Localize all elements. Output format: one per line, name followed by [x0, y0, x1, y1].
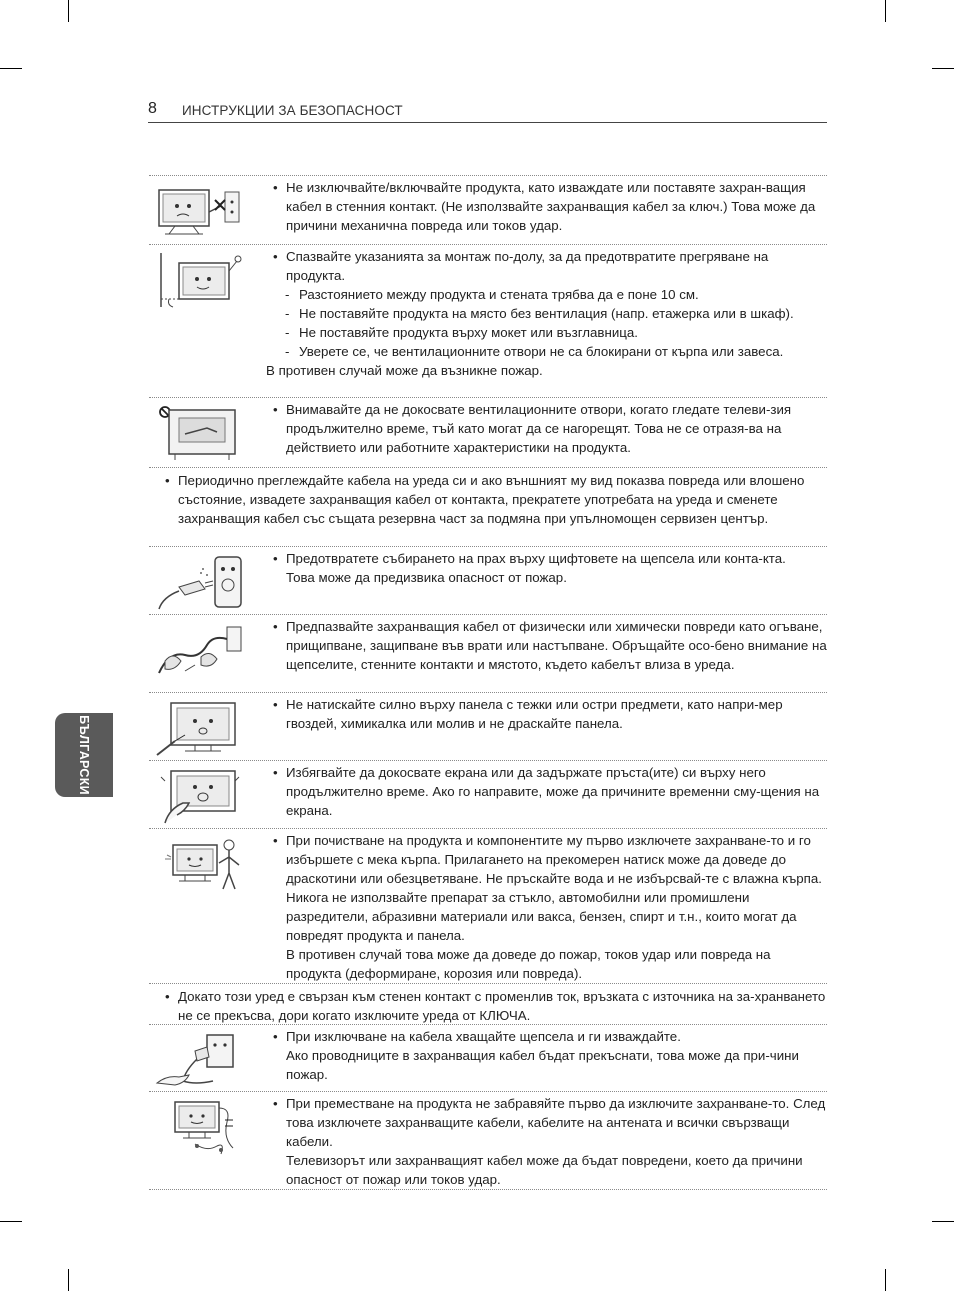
bullet-text: • При преместване на продукта не забравяйте първо да изключите захранване-то. След това изключете захранващите кабели, кабелите на антената и всички свързващи кабели.	[271, 1094, 827, 1151]
bullet-text: • Спазвайте указанията за монтаж по-долу, за да предотвратите прегряване на продукта.	[271, 247, 827, 285]
tv-vent-no-touch-icon	[155, 404, 243, 462]
item-text	[271, 763, 827, 820]
bullet-text: • Предотвратете събирането на прах върху щифтовете на щепсела или конта-кта.	[271, 549, 827, 568]
item-text	[271, 178, 827, 235]
bullet-text: • Предпазвайте захранващия кабел от физически или химически повреди като огъване, прищипване, защипване във врати или настъпване. Обръщайте осо-бено внимание на щепселите, стенните контакти и мястото, където кабелът влиза в уреда.	[271, 617, 827, 674]
item-text	[271, 617, 827, 674]
crop-mark	[885, 1269, 886, 1291]
bullet-text: • При изключване на кабела хващайте щепсела и ги изваждайте.	[271, 1027, 827, 1046]
tv-cleaning-icon	[155, 835, 243, 893]
language-tab	[55, 713, 113, 797]
page-header	[148, 100, 827, 123]
list-item	[149, 828, 827, 983]
item-text	[163, 987, 827, 1025]
crop-mark	[0, 1221, 22, 1222]
continuation-text: Ако проводниците в захранващия кабел бъдат прекъснати, това може да при-чини пожар.	[286, 1048, 799, 1082]
item-text	[271, 549, 827, 587]
crop-mark	[932, 68, 954, 69]
page-title: ИНСТРУКЦИИ ЗА БЕЗОПАСНОСТ	[182, 103, 403, 118]
item-text	[271, 831, 827, 983]
sub-item: - Разстоянието между продукта и стената трябва да е поне 10 см.	[271, 285, 827, 304]
pull-plug-icon	[155, 1031, 243, 1089]
bullet-text: • Не изключвайте/включвайте продукта, като изваждате или поставяте захран-ващия кабел в стенния контакт. (Не използвайте захранващия кабел за ключ.) Това може да причини механична повреда или токов удар.	[271, 178, 827, 235]
list-item	[149, 1091, 827, 1190]
sub-item: - Не поставяйте продукта на място без вентилация (напр. етажерка или в шкаф).	[271, 304, 827, 323]
list-item	[149, 1024, 827, 1091]
list-item	[149, 175, 827, 244]
list-item	[149, 760, 827, 828]
tv-disconnect-cables-icon	[155, 1098, 243, 1156]
dusty-plug-icon	[155, 553, 243, 611]
crop-mark	[68, 0, 69, 22]
bullet-text: • Внимавайте да не докосвате вентилационните отвори, когато гледате телеви-зия продължително време, тъй като могат да се нагорещят. Това не се отразя-ва на действието или работните характеристики на продукта.	[271, 400, 827, 457]
crop-mark	[68, 1269, 69, 1291]
crop-mark	[932, 1221, 954, 1222]
item-text	[271, 1094, 827, 1189]
tv-unplug-icon	[155, 182, 243, 240]
list-item	[149, 397, 827, 467]
continuation-text: Телевизорът или захранващият кабел може да бъдат повредени, което да причини опасност от пожар или токов удар.	[286, 1153, 803, 1187]
item-text	[271, 1027, 827, 1084]
note-text: В противен случай може да възникне пожар.	[266, 363, 543, 378]
bullet-text: • Избягвайте да докосвате екрана или да задържате пръста(ите) си върху него продължително време. Ако го направите, може да причините временни сму-щения на екрана.	[271, 763, 827, 820]
item-text	[266, 247, 827, 380]
item-text	[271, 695, 827, 733]
bullet-text: • Докато този уред е свързан към стенен контакт с променлив ток, връзката с източника на за-хранването не се прекъсва, дори когато изключите уреда от КЛЮЧА.	[163, 987, 827, 1025]
item-text	[163, 471, 827, 528]
item-text	[271, 400, 827, 457]
tv-wall-distance-icon	[155, 251, 243, 309]
sub-item: - Уверете се, че вентилационните отвори не са блокирани от кърпа или завеса.	[271, 342, 827, 361]
list-item	[149, 546, 827, 614]
page-number: 8	[148, 100, 157, 117]
bullet-text: • При почистване на продукта и компонентите му първо изключете захранване-то и го избършете с мека кърпа. Прилагането на прекомерен натиск може да доведе до драскотини или обезцветяване. Не пръскайте вода и не избърсвай-те с влажна кърпа. Никога не използвайте препарат за стъкло, автомобилни или промишлени разредители, абразивни материали или вакса, бензен, спирт и т.н., които могат да повредят продукта и панела.	[271, 831, 827, 945]
tv-sharp-object-icon	[155, 699, 243, 757]
tv-finger-touch-icon	[155, 767, 243, 825]
list-item	[149, 244, 827, 397]
list-item	[149, 614, 827, 692]
cable-damage-icon	[155, 621, 243, 679]
continuation-text: Това може да предизвика опасност от пожар.	[286, 570, 567, 585]
list-item	[149, 467, 827, 546]
crop-mark	[885, 0, 886, 22]
bullet-text: • Периодично преглеждайте кабела на уреда си и ако външният му вид показва повреда или влошено състояние, извадете захранващия кабел от контакта, прекратете употребата на уреда и сменете захранващия кабел със същата резервна част за подмяна при упълномощен сервизен център.	[163, 471, 827, 528]
safety-list	[149, 175, 827, 1190]
list-item	[149, 692, 827, 760]
bullet-text: • Не натискайте силно върху панела с тежки или остри предмети, като напри-мер гвоздей, химикалка или молив и не драскайте панела.	[271, 695, 827, 733]
crop-mark	[0, 68, 22, 69]
sub-item: - Не поставяйте продукта върху мокет или възглавница.	[271, 323, 827, 342]
language-tab-label: БЪЛГАРСКИ	[77, 715, 91, 795]
continuation-text: В противен случай това може да доведе до пожар, токов удар или повреда на продукта (деформиране, корозия или повреда).	[286, 947, 771, 981]
list-item	[149, 983, 827, 1024]
